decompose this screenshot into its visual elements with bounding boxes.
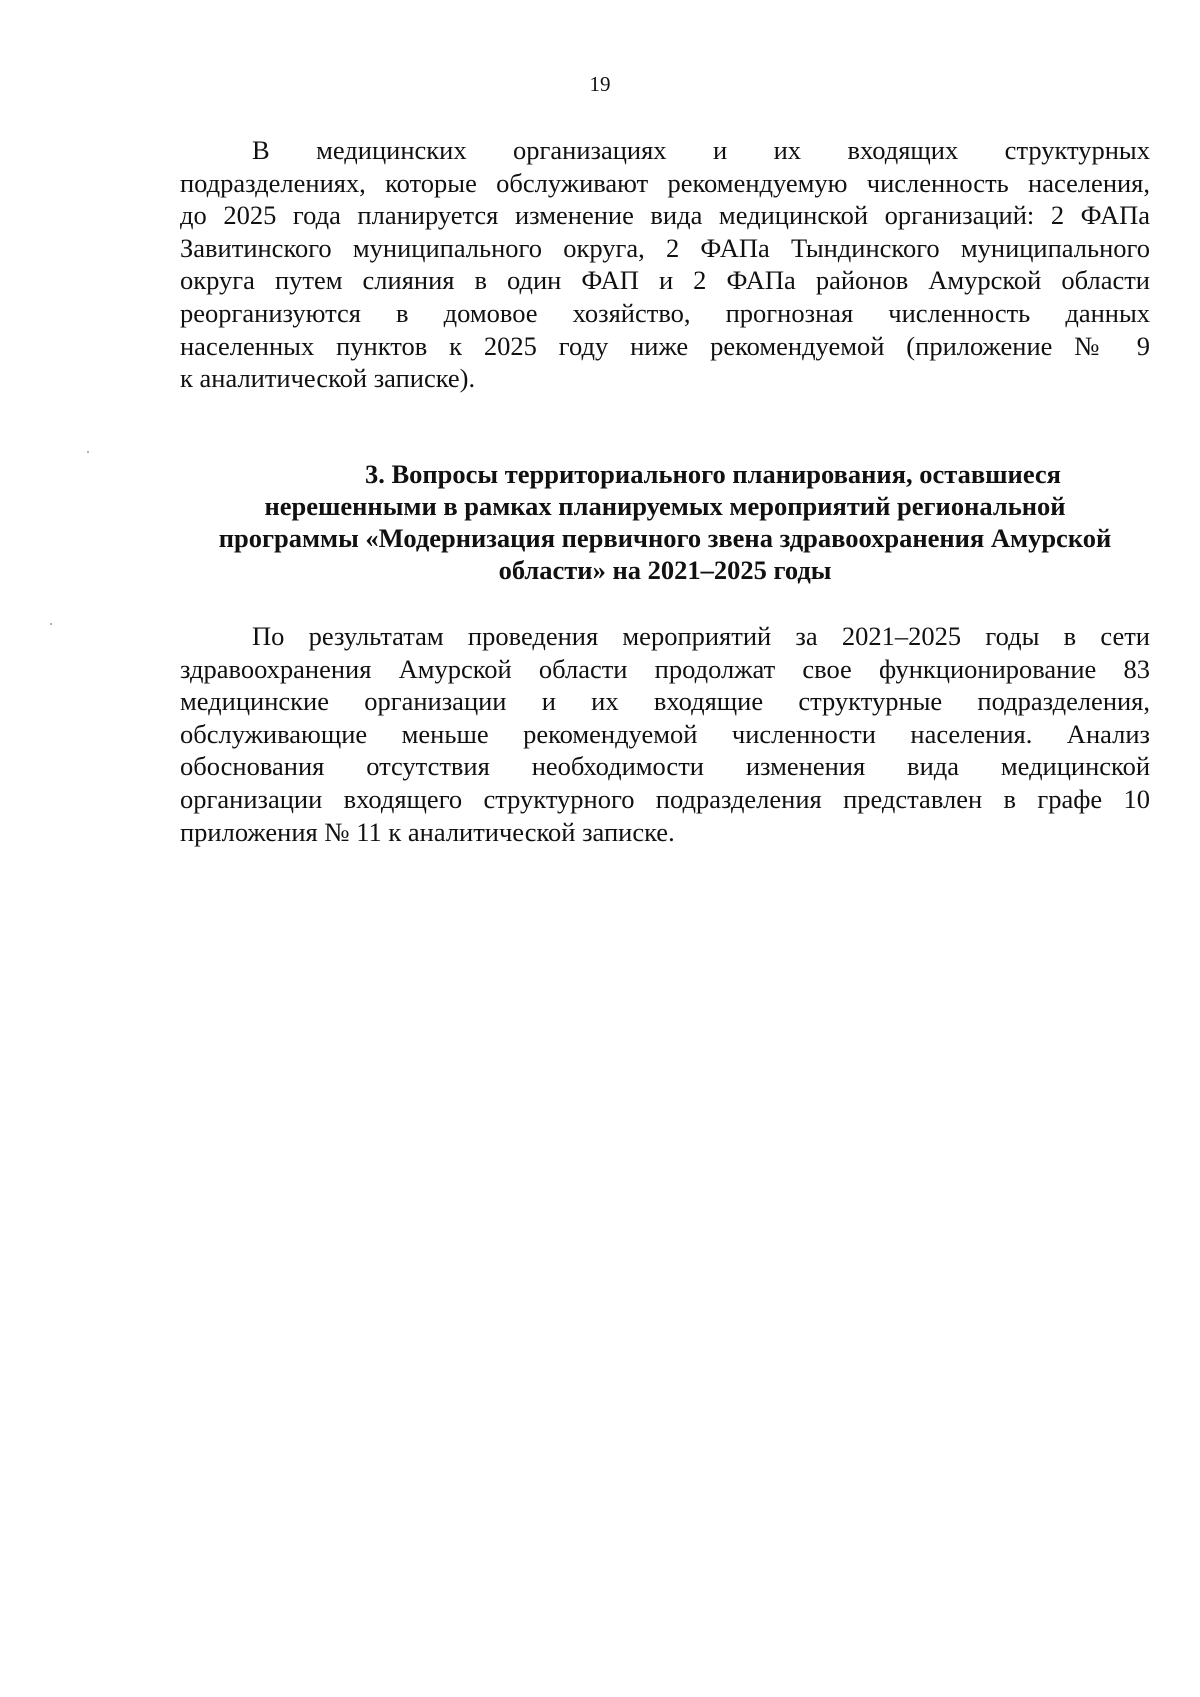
- paragraph-1-line: округа путем слияния в один ФАП и 2 ФАПа районов Амурской области: [180, 265, 1150, 296]
- paragraph-2-line: организации входящего структурного подразделения представлен в графе 10: [180, 783, 1150, 814]
- section-heading-line: нерешенными в рамках планируемых мероприятий региональной: [264, 491, 1066, 521]
- page-number: 19: [589, 72, 611, 96]
- paragraph-1: [180, 134, 1150, 395]
- section-heading-line: области» на 2021–2025 годы: [498, 555, 832, 585]
- paragraph-1-line: Завитинского муниципального округа, 2 ФАПа Тындинского муниципального: [180, 232, 1150, 263]
- scan-speck: [50, 623, 52, 625]
- section-heading: [180, 458, 1150, 586]
- paragraph-2-line: По результатам проведения мероприятий за 2021–2025 годы в сети: [252, 621, 1150, 651]
- paragraph-1-line: реорганизуются в домовое хозяйство, прогнозная численность данных: [180, 297, 1150, 328]
- paragraph-2-line: обслуживающие меньше рекомендуемой численности населения. Анализ: [180, 718, 1150, 749]
- paragraph-2-line: обоснования отсутствия необходимости изменения вида медицинской: [180, 751, 1150, 782]
- paragraph-1-line: до 2025 года планируется изменение вида медицинской организаций: 2 ФАПа: [180, 200, 1150, 231]
- paragraph-2-line: здравоохранения Амурской области продолжат свое функционирование 83: [180, 653, 1150, 684]
- section-heading-line: программы «Модернизация первичного звена здравоохранения Амурской: [218, 523, 1112, 553]
- paragraph-1-line: подразделениях, которые обслуживают рекомендуемую численность населения,: [180, 167, 1150, 198]
- paragraph-1-line: В медицинских организациях и их входящих структурных: [252, 135, 1150, 165]
- section-heading-line: 3. Вопросы территориального планирования, оставшиеся: [364, 459, 1061, 489]
- paragraph-1-line: населенных пунктов к 2025 году ниже рекомендуемой (приложение № 9: [180, 330, 1150, 361]
- paragraph-2-line: медицинские организации и их входящие структурные подразделения,: [180, 686, 1150, 717]
- paragraph-2-line: приложения № 11 к аналитической записке.: [180, 816, 675, 847]
- scan-speck: [87, 451, 89, 453]
- paragraph-1-line: к аналитической записке).: [180, 363, 476, 394]
- paragraph-2: [180, 620, 1150, 848]
